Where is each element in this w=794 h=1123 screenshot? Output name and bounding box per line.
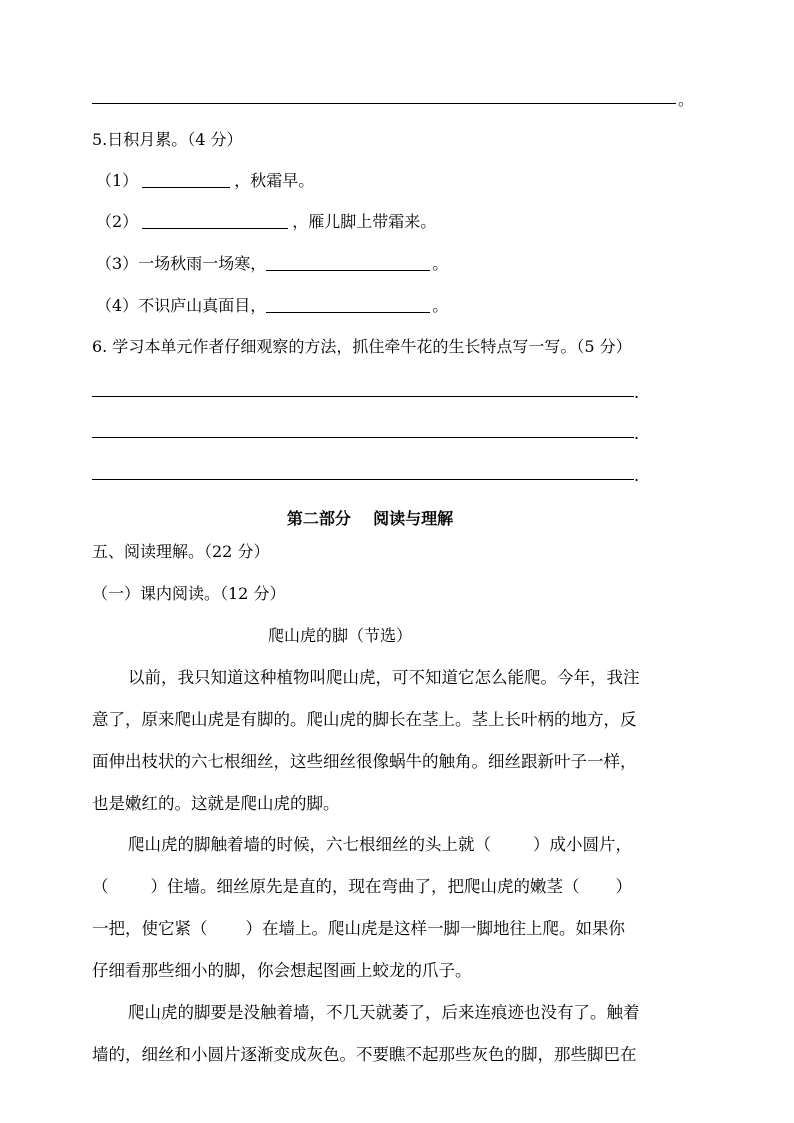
p1-line-4: 也是嫩红的。这就是爬山虎的脚。	[92, 794, 340, 813]
q6-answer-line-3-end: .	[634, 466, 640, 485]
answer-line-top-end: 。	[678, 90, 695, 109]
q6-answer-line-2[interactable]	[92, 437, 634, 438]
p3-line-2: 墙的，细丝和小圆片逐渐变成灰色。不要瞧不起那些灰色的脚，那些脚巴在	[92, 1045, 637, 1064]
q6-answer-line-1-end: .	[634, 383, 640, 402]
p1-line-3: 面伸出枝状的六七根细丝，这些细丝很像蜗牛的触角。细丝跟新叶子一样，	[92, 752, 637, 771]
q5-item-4-num: （4）	[96, 296, 139, 315]
p2-line-3-a: 一把，使它紧（	[92, 919, 208, 938]
q5-item-1-blank[interactable]	[142, 172, 230, 188]
q5-item-2-num: （2）	[96, 212, 139, 231]
part2-title: 第二部分 阅读与理解	[286, 509, 454, 528]
q5-item-3-after: 。	[432, 254, 449, 273]
q6-answer-line-3[interactable]	[92, 479, 634, 480]
p2-line-1-a: 爬山虎的脚触着墙的时候，六七根细丝的头上就（	[128, 835, 491, 854]
q6-answer-line-2-end: .	[634, 424, 640, 443]
p2-line-2	[92, 877, 632, 897]
p3-line-1: 爬山虎的脚要是没触着墙，不几天就萎了，后来连痕迹也没有了。触着	[128, 1003, 640, 1022]
p2-line-2-a: （	[92, 877, 109, 896]
p2-line-2-b: ）住墙。细丝原先是直的，现在弯曲了，把爬山虎的嫩茎（	[150, 877, 580, 896]
p2-line-3	[92, 919, 625, 939]
p1-line-1: 以前，我只知道这种植物叫爬山虎，可不知道它怎么能爬。今年，我注	[128, 668, 640, 687]
q5-item-3-blank[interactable]	[266, 255, 430, 271]
q5-item-2-after: ，雁儿脚上带霜来。	[292, 212, 437, 231]
q5-item-1-num: （1）	[96, 171, 139, 190]
p2-line-3-b: ）在墙上。爬山虎是这样一脚一脚地往上爬。如果你	[245, 919, 625, 938]
q5-item-4-before: 不识庐山真面目，	[138, 296, 267, 315]
q6-title: 6. 学习本单元作者仔细观察的方法，抓住牵牛花的生长特点写一写。（5 分）	[92, 337, 632, 356]
q5-item-4	[96, 296, 448, 316]
p2-line-2-c: ）	[615, 877, 632, 896]
q6-answer-line-1[interactable]	[92, 396, 634, 397]
answer-line-top[interactable]	[92, 103, 676, 104]
q5-item-2-blank[interactable]	[142, 213, 288, 229]
p2-line-4: 仔细看那些细小的脚，你会想起图画上蛟龙的爪子。	[92, 961, 472, 980]
q5-item-3	[96, 254, 448, 274]
section5-sub1: （一）课内阅读。（12 分）	[92, 584, 286, 603]
p1-line-2: 意了，原来爬山虎是有脚的。爬山虎的脚长在茎上。茎上长叶柄的地方，反	[92, 710, 637, 729]
q5-item-4-blank[interactable]	[266, 297, 430, 313]
p2-line-1	[128, 835, 632, 855]
q5-item-1	[96, 171, 314, 191]
q5-item-2	[96, 212, 436, 232]
q5-title: 5.日积月累。（4 分）	[92, 130, 243, 149]
q5-item-3-num: （3）	[96, 254, 139, 273]
q5-item-1-after: ，秋霜早。	[234, 171, 315, 190]
passage-title: 爬山虎的脚（节选）	[268, 626, 413, 645]
q5-item-4-after: 。	[432, 296, 449, 315]
section5-title: 五、阅读理解。（22 分）	[92, 542, 270, 561]
q5-item-3-before: 一场秋雨一场寒，	[138, 254, 267, 273]
p2-line-1-b: ）成小圆片，	[533, 835, 632, 854]
